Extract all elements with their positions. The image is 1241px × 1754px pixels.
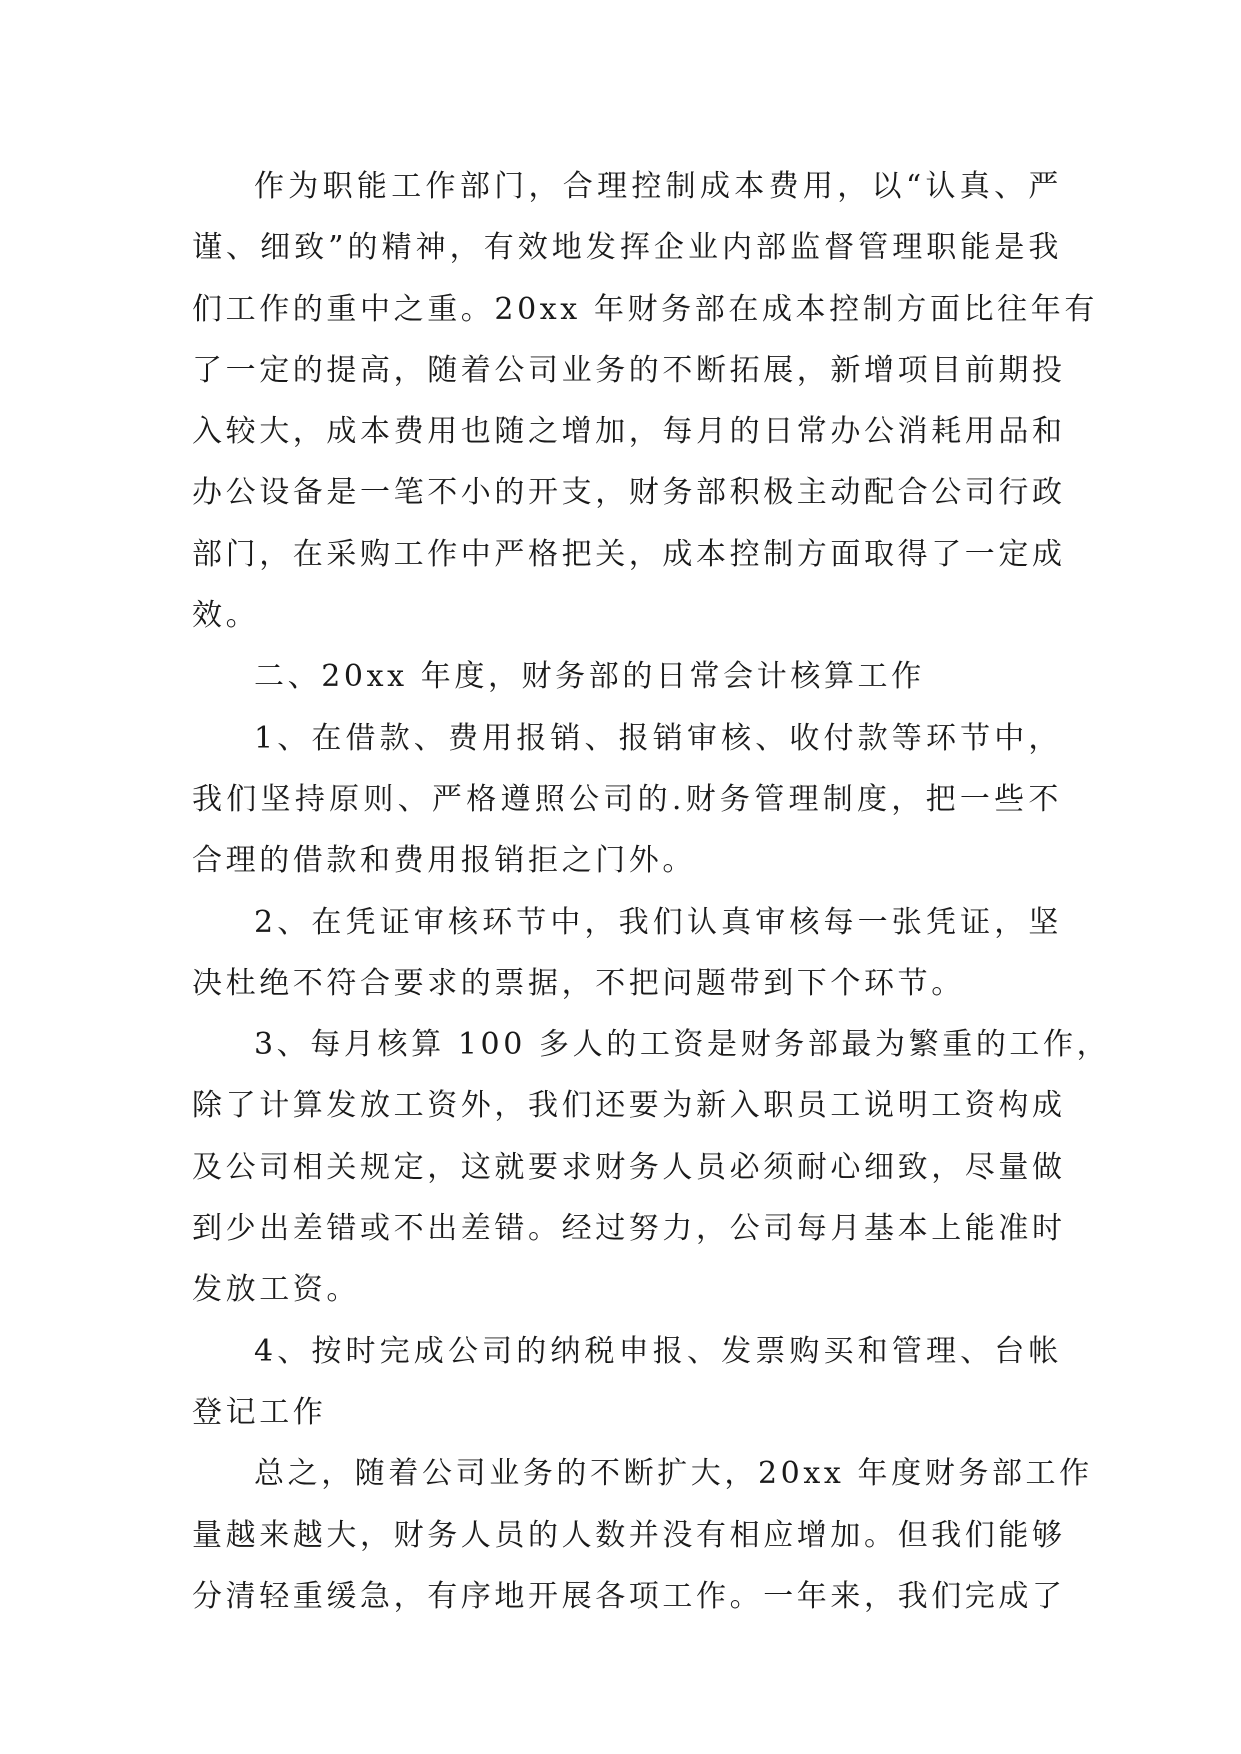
- paragraph-item-2: [192, 892, 1062, 1015]
- text-line: 部门，在采购工作中严格把关，成本控制方面取得了一定成: [192, 536, 1066, 572]
- text-line: 2、在凭证审核环节中，我们认真审核每一张凭证，坚: [254, 904, 1062, 940]
- section-heading: [192, 646, 1062, 707]
- text-line: 入较大，成本费用也随之增加，每月的日常办公消耗用品和: [192, 414, 1066, 450]
- paragraph-cost-control: [192, 156, 1098, 646]
- text-line: 1、在借款、费用报销、报销审核、收付款等环节中，: [254, 720, 1062, 756]
- text-line: 了一定的提高，随着公司业务的不断拓展，新增项目前期投: [192, 352, 1066, 388]
- text-line: 作为职能工作部门，合理控制成本费用，以“认真、严: [254, 169, 1062, 204]
- text-line: 办公设备是一笔不小的开支，财务部积极主动配合公司行政: [192, 475, 1066, 511]
- text-line: 分清轻重缓急，有序地开展各项工作。一年来，我们完成了: [192, 1578, 1066, 1614]
- paragraph-item-1: [192, 708, 1062, 892]
- document-body: [192, 156, 1111, 1627]
- text-line: 量越来越大，财务人员的人数并没有相应增加。但我们能够: [192, 1517, 1066, 1553]
- text-line: 决杜绝不符合要求的票据，不把问题带到下个环节。: [192, 965, 965, 1001]
- paragraph-item-3: [192, 1014, 1111, 1320]
- text-line: 合理的借款和费用报销拒之门外。: [192, 843, 696, 879]
- text-line: 发放工资。: [192, 1272, 360, 1308]
- text-line: 3、每月核算 100 多人的工资是财务部最为繁重的工作，: [254, 1027, 1111, 1063]
- paragraph-summary: [192, 1443, 1093, 1627]
- text-line: 谨、细致”的精神，有效地发挥企业内部监督管理职能是我: [192, 230, 1062, 266]
- text-line: 4、按时完成公司的纳税申报、发票购买和管理、台帐: [254, 1333, 1062, 1369]
- text-line: 总之，随着公司业务的不断扩大，20xx 年度财务部工作: [254, 1456, 1093, 1492]
- text-line: 我们坚持原则、严格遵照公司的.财务管理制度，把一些不: [192, 781, 1062, 817]
- paragraph-item-4: [192, 1321, 1062, 1444]
- text-line: 们工作的重中之重。20xx 年财务部在成本控制方面比往年有: [192, 291, 1098, 327]
- text-line: 及公司相关规定，这就要求财务人员必须耐心细致，尽量做: [192, 1149, 1066, 1185]
- text-line: 二、20xx 年度，财务部的日常会计核算工作: [254, 659, 925, 695]
- text-line: 登记工作: [192, 1394, 327, 1430]
- text-line: 效。: [192, 598, 260, 634]
- text-line: 除了计算发放工资外，我们还要为新入职员工说明工资构成: [192, 1088, 1066, 1124]
- text-line: 到少出差错或不出差错。经过努力，公司每月基本上能准时: [192, 1211, 1066, 1247]
